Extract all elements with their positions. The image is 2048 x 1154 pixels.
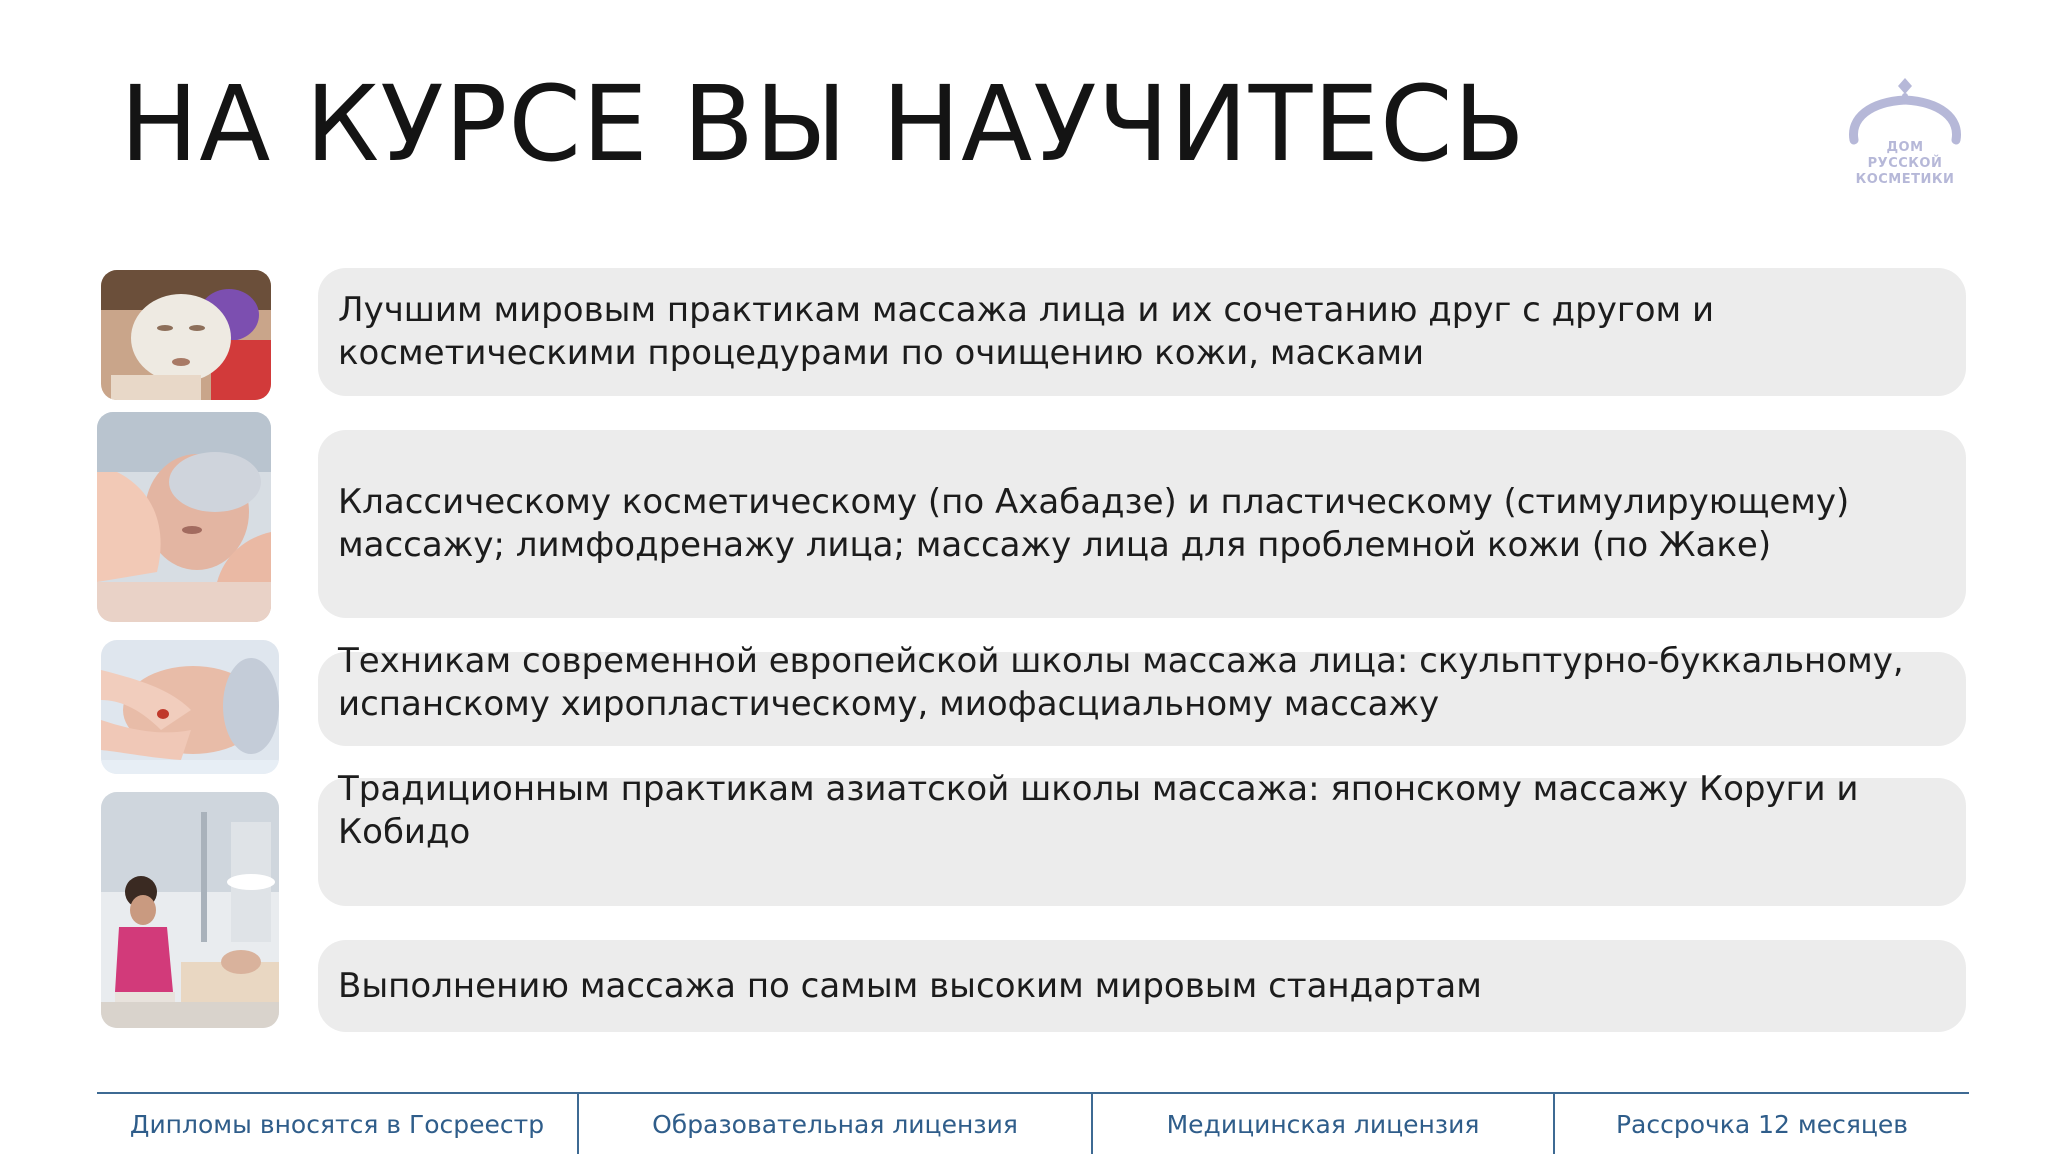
list-item-4	[318, 769, 1966, 906]
footer-bar	[97, 1092, 1969, 1154]
slide-title: НА КУРСЕ ВЫ НАУЧИТЕСЬ	[120, 63, 1526, 185]
list-item-text: Классическому косметическому (по Ахабадзе) и пластическому (стимулирующему) массажу; лимфодренажу лица; массажу лица для проблемной кожи (по Жаке)	[338, 482, 1850, 565]
list-item-text: Лучшим мировым практикам массажа лица и их сочетанию друг с другом и косметическими процедурами по очищению кожи, масками	[338, 290, 1715, 373]
photo-face-mask	[101, 270, 271, 400]
footer-item-medical-license: Медицинская лицензия	[1091, 1094, 1553, 1154]
list-item-text: Выполнению массажа по самым высоким мировым стандартам	[338, 965, 1482, 1006]
list-item-2	[318, 430, 1966, 618]
footer-item-installment: Рассрочка 12 месяцев	[1553, 1094, 1969, 1154]
footer-item-education-license: Образовательная лицензия	[577, 1094, 1091, 1154]
brand-logo	[1840, 78, 1970, 198]
footer-item-registry: Дипломы вносятся в Госреестр	[129, 1109, 545, 1139]
logo-text	[1840, 140, 1970, 188]
list-item-1	[318, 268, 1966, 396]
list-item-3	[318, 641, 1966, 746]
list-item-text: Техникам современной европейской школы массажа лица: скульптурно-буккальному, испанскому хиропластическому, миофасциальному массажу	[338, 641, 1904, 724]
photo-face-massage-1	[97, 412, 271, 622]
photo-salon-practitioner	[101, 792, 279, 1028]
list-item-5	[318, 940, 1966, 1032]
logo-line-1: ДОМ	[1886, 140, 1924, 155]
crown-arch-logo-icon	[1840, 78, 1970, 148]
logo-line-2: РУССКОЙ	[1867, 156, 1943, 171]
photo-face-massage-2	[101, 640, 279, 774]
logo-line-3: КОСМЕТИКИ	[1855, 172, 1955, 187]
list-item-text: Традиционным практикам азиатской школы массажа: японскому массажу Коруги и Кобидо	[338, 769, 1859, 852]
